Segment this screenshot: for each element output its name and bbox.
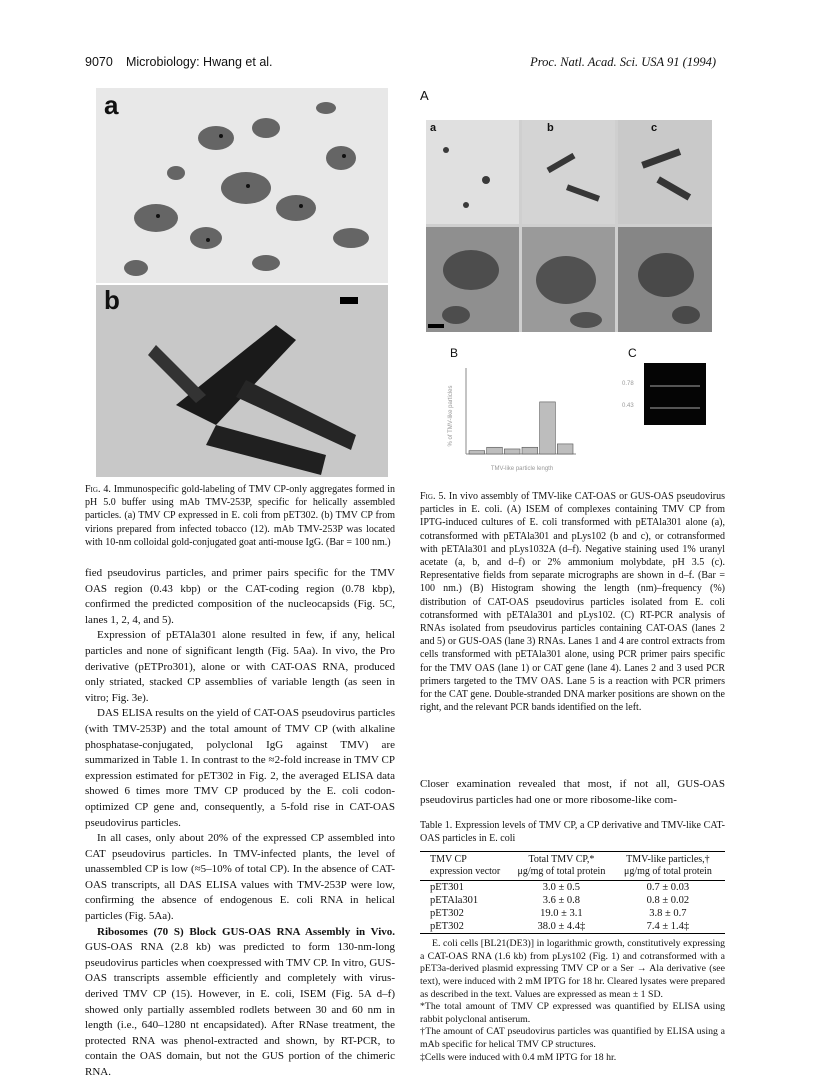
figure4-panel-b: [96, 285, 388, 477]
histogram-bar-3: [504, 449, 520, 454]
table-cell: 38.0 ± 4.4‡: [537, 921, 586, 933]
paragraph: fied pseudovirus particles, and primer pairs specific for the TMV OAS region (0.43 kbp) or the CAT-coding region (0.78 kbp), confirmed the predicted composition of the nucleocapsids (Fig. 5C, lanes 1, 2, 4, and 5).: [85, 567, 395, 626]
table-cell: 19.0 ± 3.1: [540, 908, 583, 920]
figure5-caption-label: Fig. 5.: [420, 491, 446, 502]
table-row: [420, 881, 725, 895]
table-row: [420, 894, 725, 907]
journal-section: Microbiology: Hwang et al.: [125, 55, 273, 69]
right-body-text: [420, 777, 725, 808]
paragraph: DAS ELISA results on the yield of CAT-OAS pseudovirus particles (with TMV-253P) and the total amount of TMV CP (with alkaline phosphatase-conjugated, polyclonal IgG against TMV) are summarized in Table 1. In contrast to the ≈2-fold increase in TMV CP expression estimated for pET302 in Fig. 2, the averaged ELISA data showed 6 times more TMV CP produced by the E. coli codon-optimized CP gene and, consequently, a 5-fold rise in CAT-OAS pseudovirus particles.: [85, 707, 395, 829]
figure5-label-B: B: [450, 346, 459, 360]
table1-footnote: †The amount of CAT pseudovirus particles was quantified by ELISA using a mAb specific for helical TMV CP structures.: [420, 1026, 725, 1050]
table-cell: pET302: [430, 908, 464, 920]
table-cell: 0.7 ± 0.03: [646, 882, 690, 894]
figure5-gel: [644, 363, 706, 425]
gel-band-label-oas: 0.43: [622, 403, 634, 409]
paragraph: Expression of pETAla301 alone resulted in few, if any, helical particles and none of significant length (Fig. 5Aa). In vivo, the Pro derivative (pETPro301), alone or with CAT-OAS RNA, produced only striated, stacked CP assemblies of variable length (as seen in vitro; Fig. 3e).: [85, 629, 395, 704]
table-cell: 0.8 ± 0.02: [646, 895, 690, 907]
histogram-y-label: % of TMV-like particles: [448, 385, 454, 447]
figure5-label-A: A: [420, 88, 429, 103]
figure4-caption-label: Fig. 4.: [85, 484, 111, 495]
table-cell: pET302: [430, 921, 464, 933]
table-header: Total TMV CP,* μg/mg of total protein: [517, 854, 606, 878]
table-cell: 3.8 ± 0.7: [649, 908, 687, 920]
figure5-label-b: b: [547, 122, 554, 134]
table-row: [420, 920, 725, 934]
table1-footnote: *The total amount of TMV CP expressed was quantified by ELISA using rabbit polyclonal antiserum.: [420, 1001, 725, 1025]
table1-footnote: ‡Cells were induced with 0.4 mM IPTG for 18 hr.: [420, 1051, 617, 1063]
figure4-caption-text: Immunospecific gold-labeling of TMV CP-only aggregates formed in pH 5.0 buffer using mAb TMV-253P, specific for helically assembled particles. (a) TMV CP expressed in E. coli from pET302. (b) TMV CP from virions prepared from infected tobacco (12). mAb TMV-253P was located with 10-nm colloidal gold-conjugated goat anti-mouse IgG. (Bar = 100 nm.): [85, 484, 396, 548]
page-number: 9070: [85, 55, 113, 69]
table-cell: pETAla301: [430, 895, 479, 907]
table1-note: E. coli cells [BL21(DE3)] in logarithmic growth, constitutively expressing a CAT-OAS RNA (1.6 kb) from pLys102 (Fig. 1) and cotransformed with a pET3a-derived plasmid expressing TMV CP or a Ser → Ala derivative (see text), were induced with 2 mM IPTG for 18 hr. Cleared lysates were prepared as described in the text. Values are expressed as mean ± 1 SD.: [420, 938, 725, 1000]
table-header: TMV-like particles,† μg/mg of total protein: [623, 854, 712, 878]
table-cell: 3.0 ± 0.5: [542, 882, 581, 894]
figure4-caption: [85, 483, 395, 549]
section-text: GUS-OAS RNA (2.8 kb) was predicted to form 130-nm-long pseudovirus particles when coexpressed with TMV CP. In vitro, GUS-OAS transcripts assemble efficiently and completely with virus-derived TMV CP (15). However, in E. coli, ISEM (Fig. 5A d–f) showed only partially assembled rodlets between 30 and 60 nm in length (i.e., 640–1280 nt encapsidated). After RNase treatment, the protected RNA was phenol-extracted and shown, by RT-PCR, to contain the OAS domain, but not the GUS portion of the chimeric RNA.: [85, 941, 395, 1078]
figure4-label-b: b: [104, 285, 120, 315]
figure5-micrograph-grid: [426, 120, 712, 332]
journal-citation: Proc. Natl. Acad. Sci. USA 91 (1994): [530, 55, 716, 69]
table-header: TMV CP expression vector: [430, 854, 501, 878]
histogram-bar-4: [522, 447, 538, 454]
table-cell: 3.6 ± 0.8: [542, 895, 581, 907]
scale-bar-icon: [340, 297, 358, 304]
histogram-bar-5: [540, 402, 556, 454]
table-cell: pET301: [430, 882, 464, 894]
figure5-caption-text: In vivo assembly of TMV-like CAT-OAS or GUS-OAS pseudovirus particles in E. coli. (A) ISEM of complexes containing TMV CP from IPTG-induced cultures of E. coli transformed with pETAla301 alone (a), cotransformed with pETAla301 and pLys102 (b and c), or cotransformed with pETAla301 and pLys1032A (d–f). Negative staining used 1% uranyl acetate (a, b, and d–f) or 2% ammonium molybdate, pH 3.5 (c). Representative fields from separate micrographs are shown in d–f. (Bar = 100 nm.) (B) Histogram showing the length (nm)–frequency (%) distribution of CAT-OAS pseudovirus particles isolated from E. coli cotransformed with pETAla301 and pLys102. (C) RT-PCR analysis of RNAs isolated from pseudovirus particles containing CAT-OAS (lanes 2 and 5) or GUS-OAS (lane 3) RNAs. Lanes 1 and 4 are control extracts from cells transformed with pETAla301 alone, using PCR primer pairs specific for the TMV OAS (lane 1) or CAT gene (lane 4). Lanes 2 and 3 used PCR primers targeted to the TMV OAS. Lane 5 is a reaction with PCR primers for the CAT gene. Double-stranded DNA marker positions are shown on the right, and the relevant PCR bands identified on the left.: [420, 491, 726, 714]
gel-band-label-cat: 0.78: [622, 381, 634, 387]
table1-grid: [420, 851, 725, 934]
table1: [420, 820, 725, 1064]
scale-bar-icon: [428, 324, 444, 328]
running-header-left: [85, 55, 273, 70]
histogram-bar-6: [557, 444, 573, 454]
histogram-bar-2: [487, 447, 503, 454]
figure5-caption: [420, 490, 725, 714]
figure4-panel-a: [96, 88, 388, 283]
section-heading: Ribosomes (70 S) Block GUS-OAS RNA Assembly in Vivo.: [97, 925, 395, 938]
figure5-micrographs: [426, 120, 712, 332]
figure4-b-micrograph: [96, 285, 388, 477]
histogram-bar-1: [469, 451, 485, 454]
histogram-x-label: TMV-like particle length: [490, 466, 554, 472]
figure5-histogram: [444, 358, 584, 478]
left-body-text: [85, 566, 395, 1081]
figure4-a-micrograph: [96, 88, 388, 283]
table1-title: Table 1. Expression levels of TMV CP, a CP derivative and TMV-like CAT-OAS particles in E. coli: [420, 820, 725, 844]
figure5-label-a: a: [430, 122, 437, 134]
table-row: [420, 907, 725, 920]
figure4-label-a: a: [104, 90, 119, 120]
figure5-label-C: C: [628, 346, 637, 360]
paragraph: In all cases, only about 20% of the expressed CP assembled into CAT pseudovirus particles. In TMV-infected plants, the level of unassembled CP is low (≈5–10% of total CP). In the absence of CAT-OAS transcripts, all DAS ELISA values with TMV-253P were low, confirming the absence of endogenous E. coli RNA in helical particles (Fig. 5Aa).: [85, 832, 395, 923]
table1-notes: [420, 938, 725, 1064]
figure5-label-c: c: [651, 122, 658, 134]
table-cell: 7.4 ± 1.4‡: [646, 921, 690, 933]
paragraph: Closer examination revealed that most, if not all, GUS-OAS pseudovirus particles had one or more ribosome-like com-: [420, 778, 725, 806]
